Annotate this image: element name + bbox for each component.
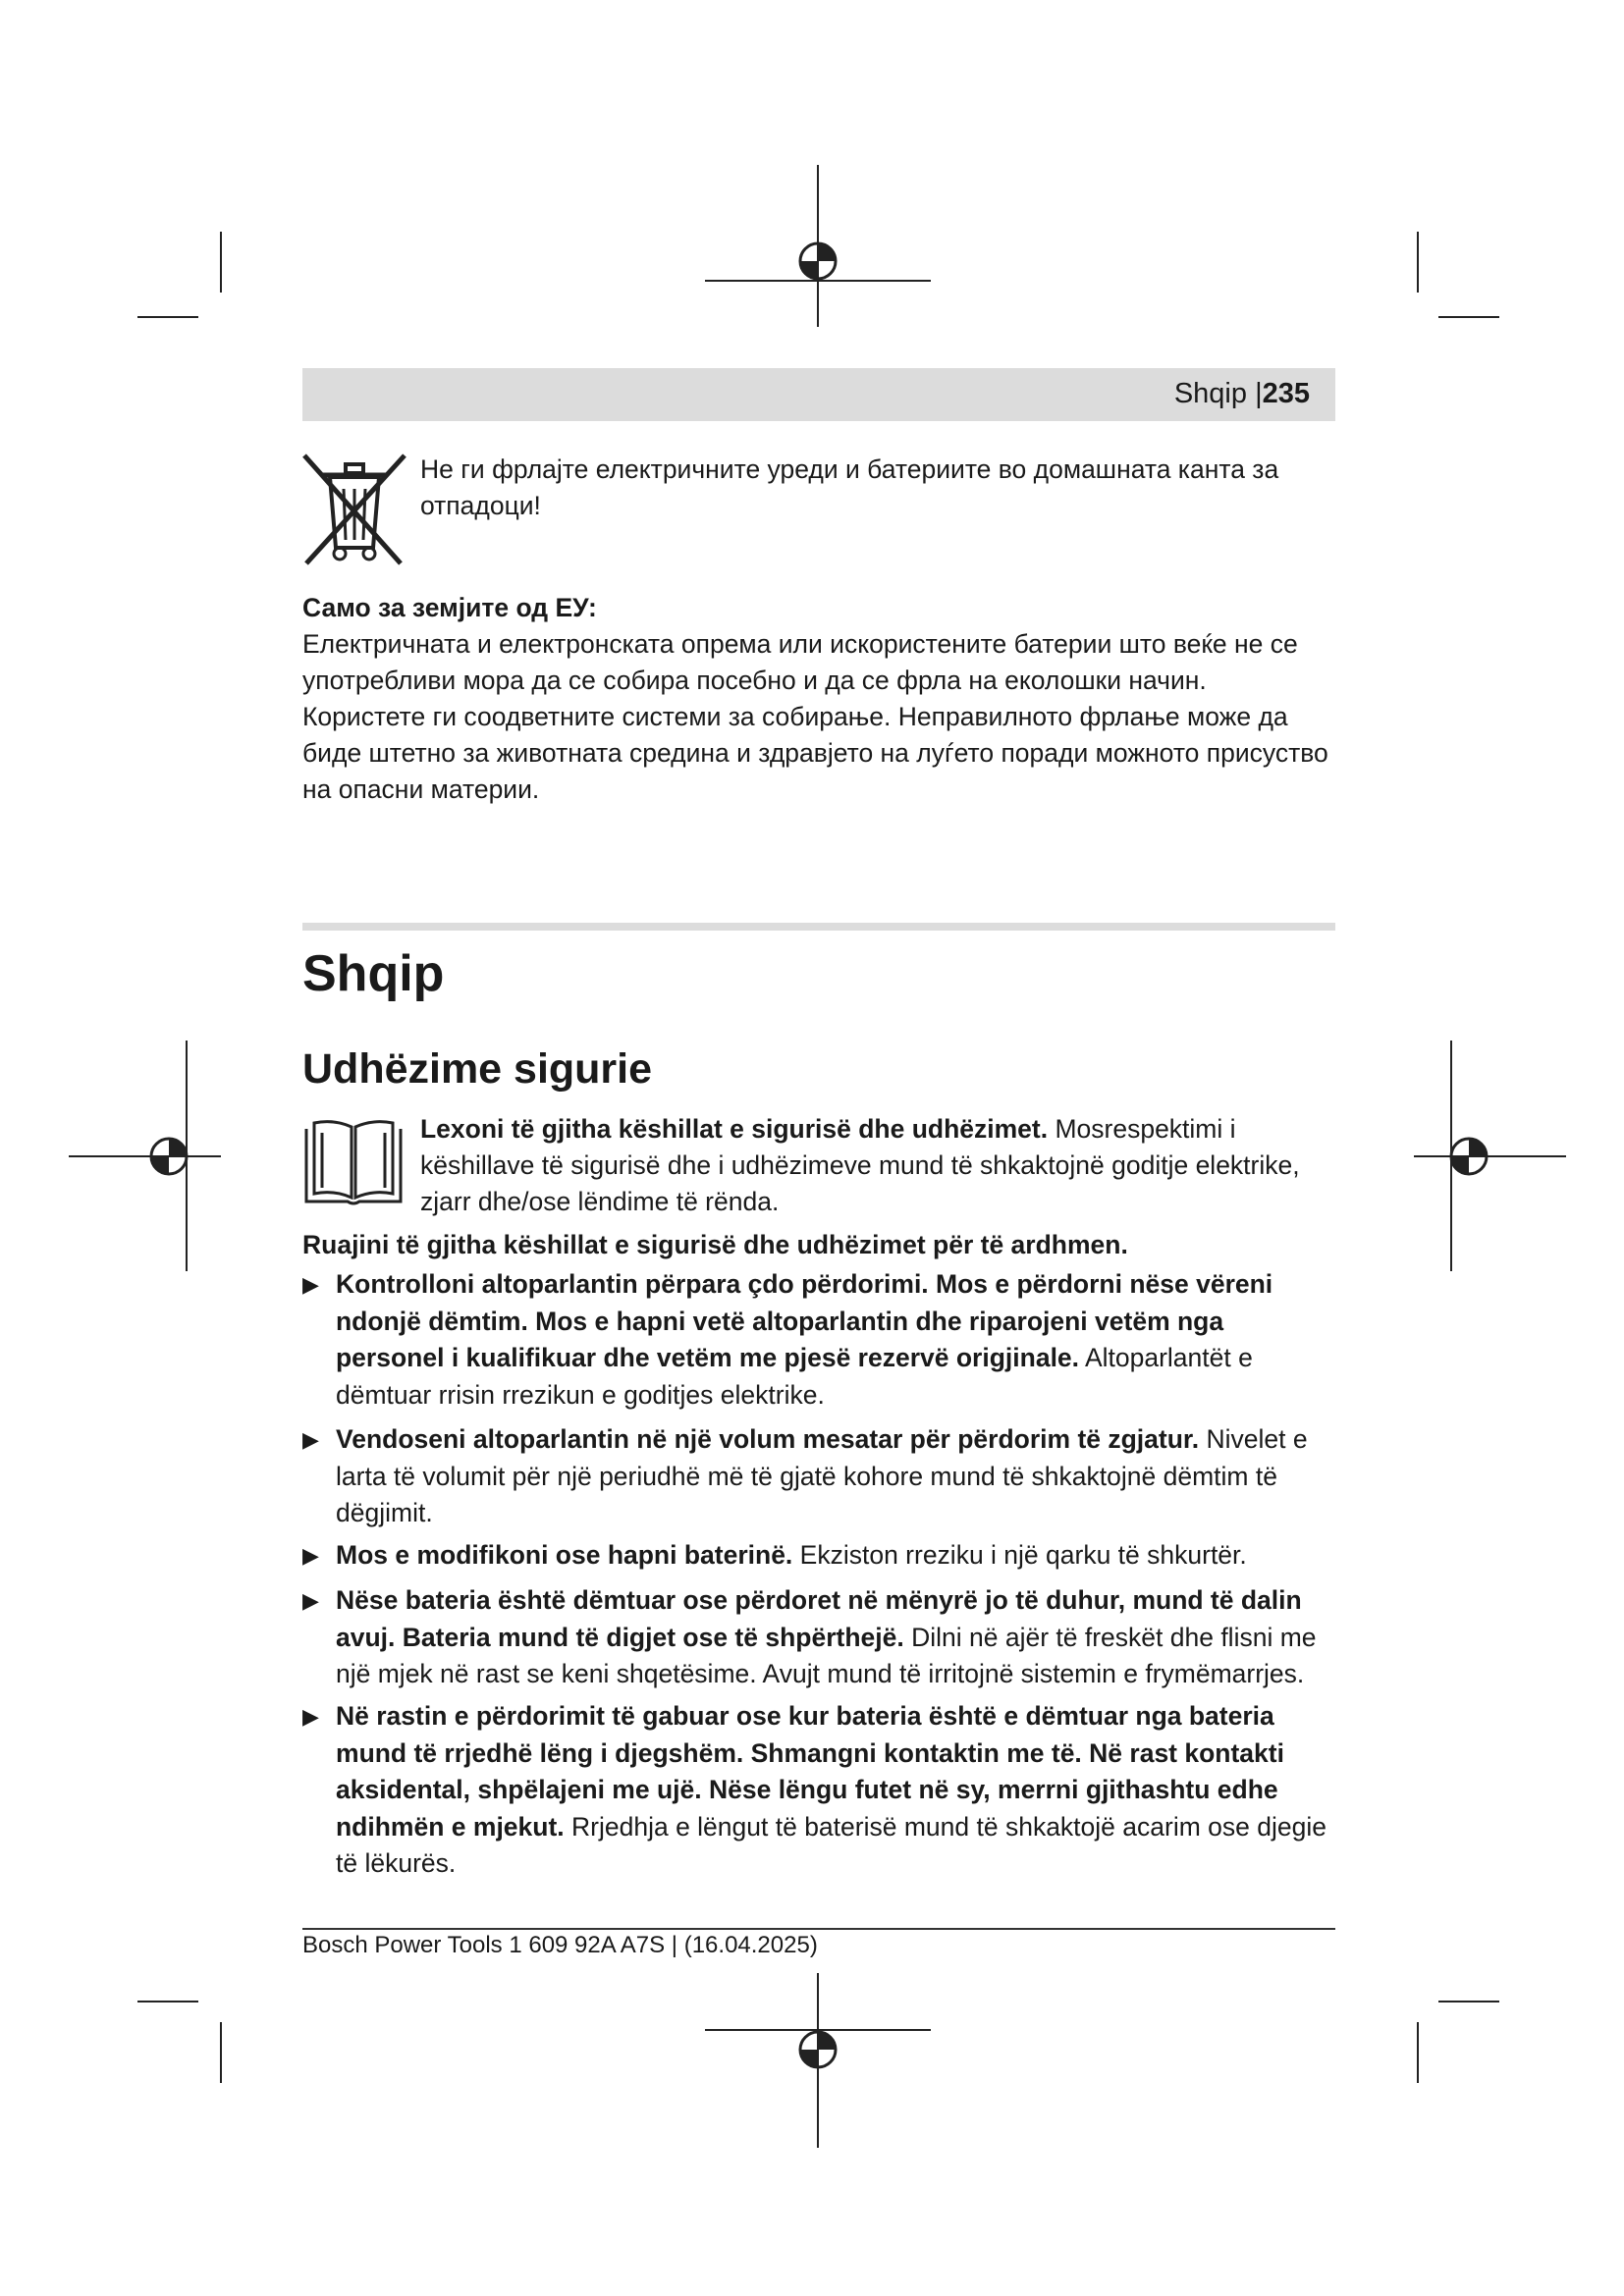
bullet-arrow-icon: ▶ <box>302 1543 319 1568</box>
page-number: 235 <box>1262 378 1310 409</box>
list-item <box>302 1537 1333 1575</box>
bullet-normal: Ekziston rreziku i një qarku të shkurtër. <box>792 1540 1247 1570</box>
read-instructions-normal: Mosrespektimi i këshillave të sigurisë dhe i udhëzimeve mund të shkaktojnë goditje elektrike, zjarr dhe/ose lëndime të rënda. <box>420 1114 1300 1216</box>
registration-crosshair-icon <box>705 165 931 332</box>
crop-mark <box>220 232 222 293</box>
crop-mark <box>1438 316 1499 318</box>
open-book-icon <box>300 1119 406 1209</box>
bullet-arrow-icon: ▶ <box>302 1272 319 1297</box>
bullet-normal: Nivelet e larta të volumit për një periudhë më të gjatë kohore mund të shkaktojnë dëmtim të dëgjimit. <box>336 1424 1308 1527</box>
bullet-bold: Nëse bateria është dëmtuar ose përdoret në mënyrë jo të duhur, mund të dalin avuj. Bateria mund të digjet ose të shpërthejë. <box>336 1585 1302 1652</box>
bullet-arrow-icon: ▶ <box>302 1588 319 1613</box>
eu-heading: Само за земјите од ЕУ: <box>302 593 597 622</box>
bullet-bold: Kontrolloni altoparlantin përpara çdo përdorimi. Mos e përdorni nëse vëreni ndonjë dëmtim. Mos e hapni vetë altoparlantin dhe riparojeni vetëm nga personel i kualifikuar dhe vetëm me pjesë rezervë origjinale. <box>336 1269 1273 1372</box>
bullet-bold: Mos e modifikoni ose hapni baterinë. <box>336 1540 793 1570</box>
crop-mark <box>137 2001 198 2002</box>
list-item <box>302 1421 1333 1532</box>
section-subtitle: Udhëzime sigurie <box>302 1045 653 1093</box>
header-section: Shqip <box>1173 378 1247 409</box>
crossed-out-bin-icon <box>300 450 408 567</box>
eu-text: Електричната и електронската опрема или искористените батерии што веќе не се употребливи мора да се собира посебно и да се фрла на еколошки начин. Користете ги соодветните системи за собирање. Неправилното фрлање може да биде штетно за животната средина и здравјето на луѓето поради можното присуство на опасни материи. <box>302 629 1328 804</box>
crop-mark <box>1417 2022 1419 2083</box>
registration-crosshair-icon <box>69 1041 226 1276</box>
read-instructions <box>420 1111 1333 1220</box>
footer-divider <box>302 1928 1335 1930</box>
bullet-arrow-icon: ▶ <box>302 1427 319 1452</box>
section-title: Shqip <box>302 945 445 1002</box>
footer-text: Bosch Power Tools 1 609 92A A7S | (16.04.2025) <box>302 1932 818 1958</box>
bullet-normal: Altoparlantët e dëmtuar rrisin rrezikun e goditjes elektrike. <box>336 1343 1253 1410</box>
registration-crosshair-icon <box>705 1973 931 2150</box>
bullet-bold: Vendoseni altoparlantin në një volum mesatar për përdorim të zgjatur. <box>336 1424 1200 1454</box>
section-divider <box>302 923 1335 931</box>
bullet-arrow-icon: ▶ <box>302 1704 319 1729</box>
crop-mark <box>137 316 198 318</box>
list-item <box>302 1266 1333 1414</box>
list-item <box>302 1698 1333 1883</box>
bullet-normal: Rrjedhja e lëngut të baterisë mund të shkaktojë acarim ose djegie të lëkurës. <box>336 1811 1326 1878</box>
header-label <box>1174 378 1310 410</box>
disposal-warning: Не ги фрлајте електричните уреди и батериите во домашната канта за отпадоци! <box>420 454 1279 520</box>
crop-mark <box>220 2022 222 2083</box>
crop-mark <box>1438 2001 1499 2002</box>
registration-crosshair-icon <box>1404 1041 1571 1276</box>
bullet-bold: Në rastin e përdorimit të gabuar ose kur bateria është e dëmtuar nga bateria mund të rrjedhë lëng i djegshëm. Shmangni kontaktin me të. Në rast kontakti aksidental, shpëlajeni me ujë. Nëse lëngu futet në sy, merrni gjithashtu edhe ndihmën e mjekut. <box>336 1701 1284 1842</box>
bullet-normal: Dilni në ajër të freskët dhe flisni me një mjek në rast se keni shqetësime. Avujt mund të irritojnë sistemin e frymëmarrjes. <box>336 1622 1317 1688</box>
read-instructions-bold: Lexoni të gjitha këshillat e sigurisë dhe udhëzimet. <box>420 1114 1049 1144</box>
crop-mark <box>1417 232 1419 293</box>
header-separator: | <box>1255 378 1263 409</box>
page-header <box>302 368 1335 421</box>
keep-notice: Ruajini të gjitha këshillat e sigurisë dhe udhëzimet për të ardhmen. <box>302 1230 1128 1259</box>
list-item <box>302 1582 1333 1693</box>
